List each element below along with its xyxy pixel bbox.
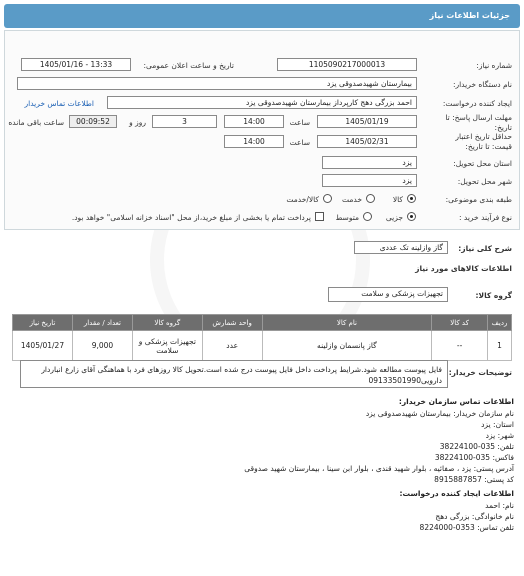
- category-both-label: کالا/خدمت: [286, 195, 319, 204]
- goods-group-label: گروه کالا:: [475, 291, 512, 300]
- cell-qty: 9,000: [73, 331, 133, 361]
- notes-label: توضیحات خریدار:: [448, 368, 512, 377]
- need-number-field: 1105090217000013: [277, 58, 417, 71]
- validity-label-2: قیمت: تا تاریخ:: [465, 142, 512, 151]
- validity-time-field: 14:00: [224, 135, 284, 148]
- col-date: تاریخ نیاز: [13, 315, 73, 331]
- city-field: یزد: [322, 174, 417, 187]
- summary-label: شرح کلی نیاز:: [458, 244, 512, 253]
- days-label: روز و: [129, 118, 146, 127]
- category-service-label: خدمت: [342, 195, 362, 204]
- table-row: [13, 331, 512, 361]
- buyer-contact-link[interactable]: اطلاعات تماس خریدار: [24, 99, 94, 108]
- contact-fax: فاکس: 035-38224100: [434, 453, 514, 462]
- col-row: ردیف: [488, 315, 512, 331]
- buyer-field: بیمارستان شهیدصدوقی یزد: [17, 77, 417, 90]
- page-title: جزئیات اطلاعات نیاز: [429, 11, 510, 20]
- city-label: شهر محل تحویل:: [457, 177, 512, 186]
- deadline-time-field: 14:00: [224, 115, 284, 128]
- process-minor-radio[interactable]: [407, 212, 416, 221]
- category-both-radio[interactable]: [323, 194, 332, 203]
- province-label: استان محل تحویل:: [453, 159, 512, 168]
- need-number-label: شماره نیاز:: [476, 61, 512, 70]
- category-goods-label: کالا: [392, 195, 403, 204]
- remaining-label: ساعت باقی مانده: [8, 118, 64, 127]
- cell-code: --: [432, 331, 488, 361]
- contact-postal: کد پستی: 8915887857: [434, 475, 514, 484]
- contact-org: نام سازمان خریدار: بیمارستان شهیدصدوقی یزد: [365, 409, 514, 418]
- process-label: نوع فرآیند خرید :: [458, 213, 512, 222]
- process-minor-label: جزیی: [385, 213, 403, 222]
- col-code: کد کالا: [432, 315, 488, 331]
- contact-address: آدرس پستی: یزد ، صفائیه ، بلوار شهید قندی ، بلوار ابن سینا ، بیمارستان شهید صدوقی: [244, 464, 514, 473]
- category-label: طبقه بندی موضوعی:: [445, 195, 512, 204]
- col-name: نام کالا: [262, 315, 432, 331]
- announce-date-field: 1405/01/16 - 13:33: [21, 58, 131, 71]
- creator-label: ایجاد کننده درخواست:: [442, 99, 512, 108]
- payment-checkbox[interactable]: [315, 212, 324, 221]
- col-unit: واحد شمارش: [202, 315, 262, 331]
- validity-label-1: حداقل تاریخ اعتبار: [455, 132, 512, 141]
- contact-city: شهر: یزد: [485, 431, 514, 440]
- cell-group: تجهیزات پزشکی و سلامت: [132, 331, 202, 361]
- cell-date: 1405/01/27: [13, 331, 73, 361]
- cell-row: 1: [488, 331, 512, 361]
- process-medium-label: متوسط: [335, 213, 359, 222]
- category-goods-radio[interactable]: [407, 194, 416, 203]
- province-field: یزد: [322, 156, 417, 169]
- col-qty: تعداد / مقدار: [73, 315, 133, 331]
- cell-unit: عدد: [202, 331, 262, 361]
- deadline-date-field: 1405/01/19: [317, 115, 417, 128]
- deadline-label: مهلت ارسال پاسخ: تا: [445, 113, 512, 122]
- page-header: [4, 4, 520, 28]
- remaining-time-field: 00:09:52: [69, 115, 117, 128]
- buyer-label: نام دستگاه خریدار:: [452, 80, 512, 89]
- creator-name: نام: احمد: [485, 501, 514, 510]
- cell-name: گاز پانسمان وازلینه: [262, 331, 432, 361]
- creator-family: نام خانوادگی: بزرگی دهج: [435, 512, 514, 521]
- summary-field: گاز وازلینه تک عددی: [354, 241, 448, 254]
- goods-info-heading: اطلاعات کالاهای مورد نیاز: [415, 264, 512, 273]
- payment-text: پرداخت تمام یا بخشی از مبلغ خرید،از محل "اسناد خزانه اسلامی" خواهد بود.: [71, 213, 311, 222]
- creator-info-title: اطلاعات ایجاد کننده درخواست:: [399, 489, 514, 498]
- contact-title: اطلاعات تماس سازمان خریدار:: [398, 397, 514, 406]
- contact-province: استان: یزد: [481, 420, 514, 429]
- validity-date-field: 1405/02/31: [317, 135, 417, 148]
- creator-phone: تلفن تماس: 0353-8224000: [419, 523, 514, 532]
- creator-field: احمد بزرگی دهج کارپرداز بیمارستان شهیدصدوقی یزد: [107, 96, 417, 109]
- table-header-row: [13, 315, 512, 331]
- col-group: گروه کالا: [132, 315, 202, 331]
- days-remaining-field: 3: [152, 115, 217, 128]
- notes-field: فایل پیوست مطالعه شود.شرایط پرداخت داخل فایل پیوست درج شده است.تحویل کالا روزهای فرد با هماهنگی آقای زارع انباردار دارویی09133501990: [20, 360, 448, 388]
- process-medium-radio[interactable]: [363, 212, 372, 221]
- deadline-time-label: ساعت: [289, 118, 310, 127]
- announce-date-label: تاریخ و ساعت اعلان عمومی:: [143, 61, 234, 70]
- goods-group-field: تجهیزات پزشکی و سلامت: [328, 287, 448, 302]
- validity-time-label: ساعت: [289, 138, 310, 147]
- contact-phone: تلفن: 035-38224100: [439, 442, 514, 451]
- category-service-radio[interactable]: [366, 194, 375, 203]
- goods-table: [12, 314, 512, 361]
- deadline-label-2: تاریخ:: [494, 123, 512, 132]
